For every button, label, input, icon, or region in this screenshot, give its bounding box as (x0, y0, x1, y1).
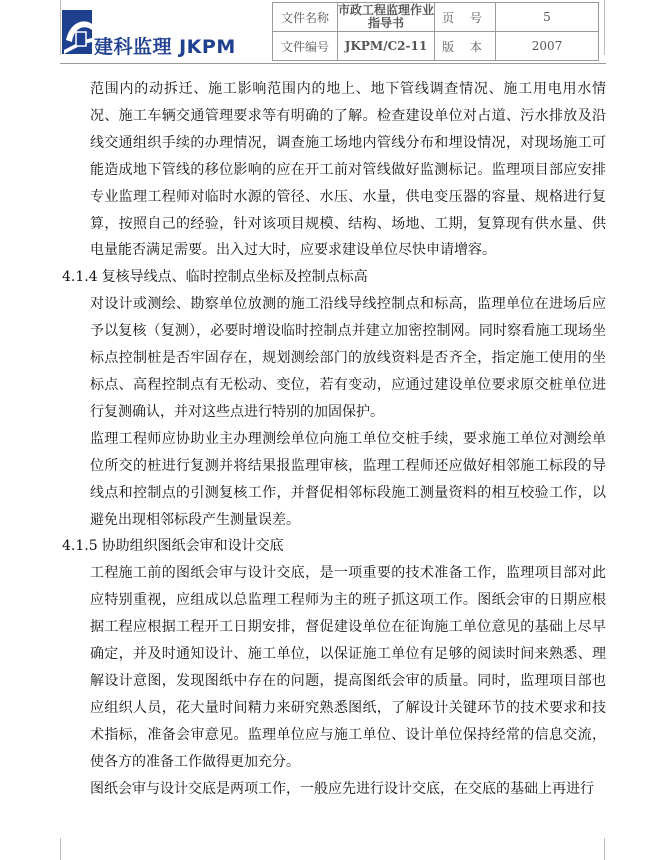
section-title: 协助组织图纸会审和设计交底 (101, 538, 284, 555)
intro-paragraph: 范围内的动拆迁、施工影响范围内的地上、地下管线调查情况、施工用电用水情况、施工车辆交通管理要求等有明确的了解。检查建设单位对占道、污水排放及沿线交通组织手续的办理情况，调查施工场地内管线分布和埋设情况，对现场施工可能造成地下管线的移位影响的应在开工前对管线做好监测标记。监理项目部应安排专业监理工程师对临时水源的管径、水压、水量，供电变压器的容量、规格进行复算，按照自己的经验，针对该项目规模、结构、场地、工期，复算现有供水量、供电量能否满足需要。出入过大时，应要求建设单位尽快申请增容。 (90, 81, 606, 259)
crop-mark-bottom-right (604, 838, 627, 860)
crop-mark-bottom-left (38, 838, 61, 860)
section-heading-4-1-4 (62, 264, 606, 291)
page-number-label: 页 号 (435, 3, 496, 32)
paragraph: 图纸会审与设计交底是两项工作，一般应先进行设计交底，在交底的基础上再进行 (90, 780, 594, 797)
crop-mark-top-left (38, 0, 61, 55)
version-label: 版 本 (435, 32, 496, 61)
paragraph: 监理工程师应协助业主办理测绘单位向施工单位交桩手续，要求施工单位对测绘单位所交的桩进行复测并将结果报监理审核，监理工程师还应做好相邻施工标段的导线点和控制点的引测复核工作，并督促相邻标段施工测量资料的相互校验工作，以避免出现相邻标段产生测量误差。 (90, 430, 606, 528)
logo-text: 建科监理 JKPM (94, 36, 236, 58)
section-number: 4.1.4 (62, 269, 98, 286)
section-heading-4-1-5 (62, 533, 606, 560)
document-body (62, 76, 606, 802)
paragraph: 工程施工前的图纸会审与设计交底，是一项重要的技术准备工作，监理项目部对此应特别重视，应组成以总监理工程师为主的班子抓这项工作。图纸会审的日期应根据工程应根据工程开工日期安排，督促建设单位在征询施工单位意见的基础上尽早确定，并及时通知设计、施工单位，以保证施工单位有足够的阅读时间来熟悉、理解设计意图，发现图纸中存在的问题，提高图纸会审的质量。同时，监理项目部也应组织人员，花大量时间精力来研究熟悉图纸，了解设计关键环节的技术要求和技术指标，准备会审意见。监理单位应与施工单位、设计单位保持经常的信息交流，使各方的准备工作做得更加充分。 (90, 565, 606, 770)
doc-name-value: 市政工程监理作业指导书 (338, 3, 435, 30)
page-number-value: 5 (496, 3, 599, 32)
version-value: 2007 (496, 32, 599, 61)
doc-name-label: 文件名称 (273, 3, 338, 32)
section-title: 复核导线点、临时控制点坐标及控制点标高 (101, 269, 368, 286)
crop-mark-top-right (604, 0, 627, 55)
header-rule (60, 63, 606, 64)
doc-number-value: JKPM/C2-11 (338, 32, 435, 61)
logo-mark-icon (62, 10, 96, 56)
company-logo (62, 4, 272, 60)
doc-number-label: 文件编号 (273, 32, 338, 61)
page-header (60, 0, 606, 64)
document-info-table (272, 2, 599, 61)
section-number: 4.1.5 (62, 538, 98, 555)
paragraph: 对设计或测绘、勘察单位放测的施工沿线导线控制点和标高，监理单位在进场后应予以复核（复测），必要时增设临时控制点并建立加密控制网。同时察看施工现场坐标点控制桩是否牢固存在，规划测绘部门的放线资料是否齐全，指定施工使用的坐标点、高程控制点有无松动、变位，若有变动，应通过建设单位要求原交桩单位进行复测确认，并对这些点进行特别的加固保护。 (90, 296, 606, 420)
